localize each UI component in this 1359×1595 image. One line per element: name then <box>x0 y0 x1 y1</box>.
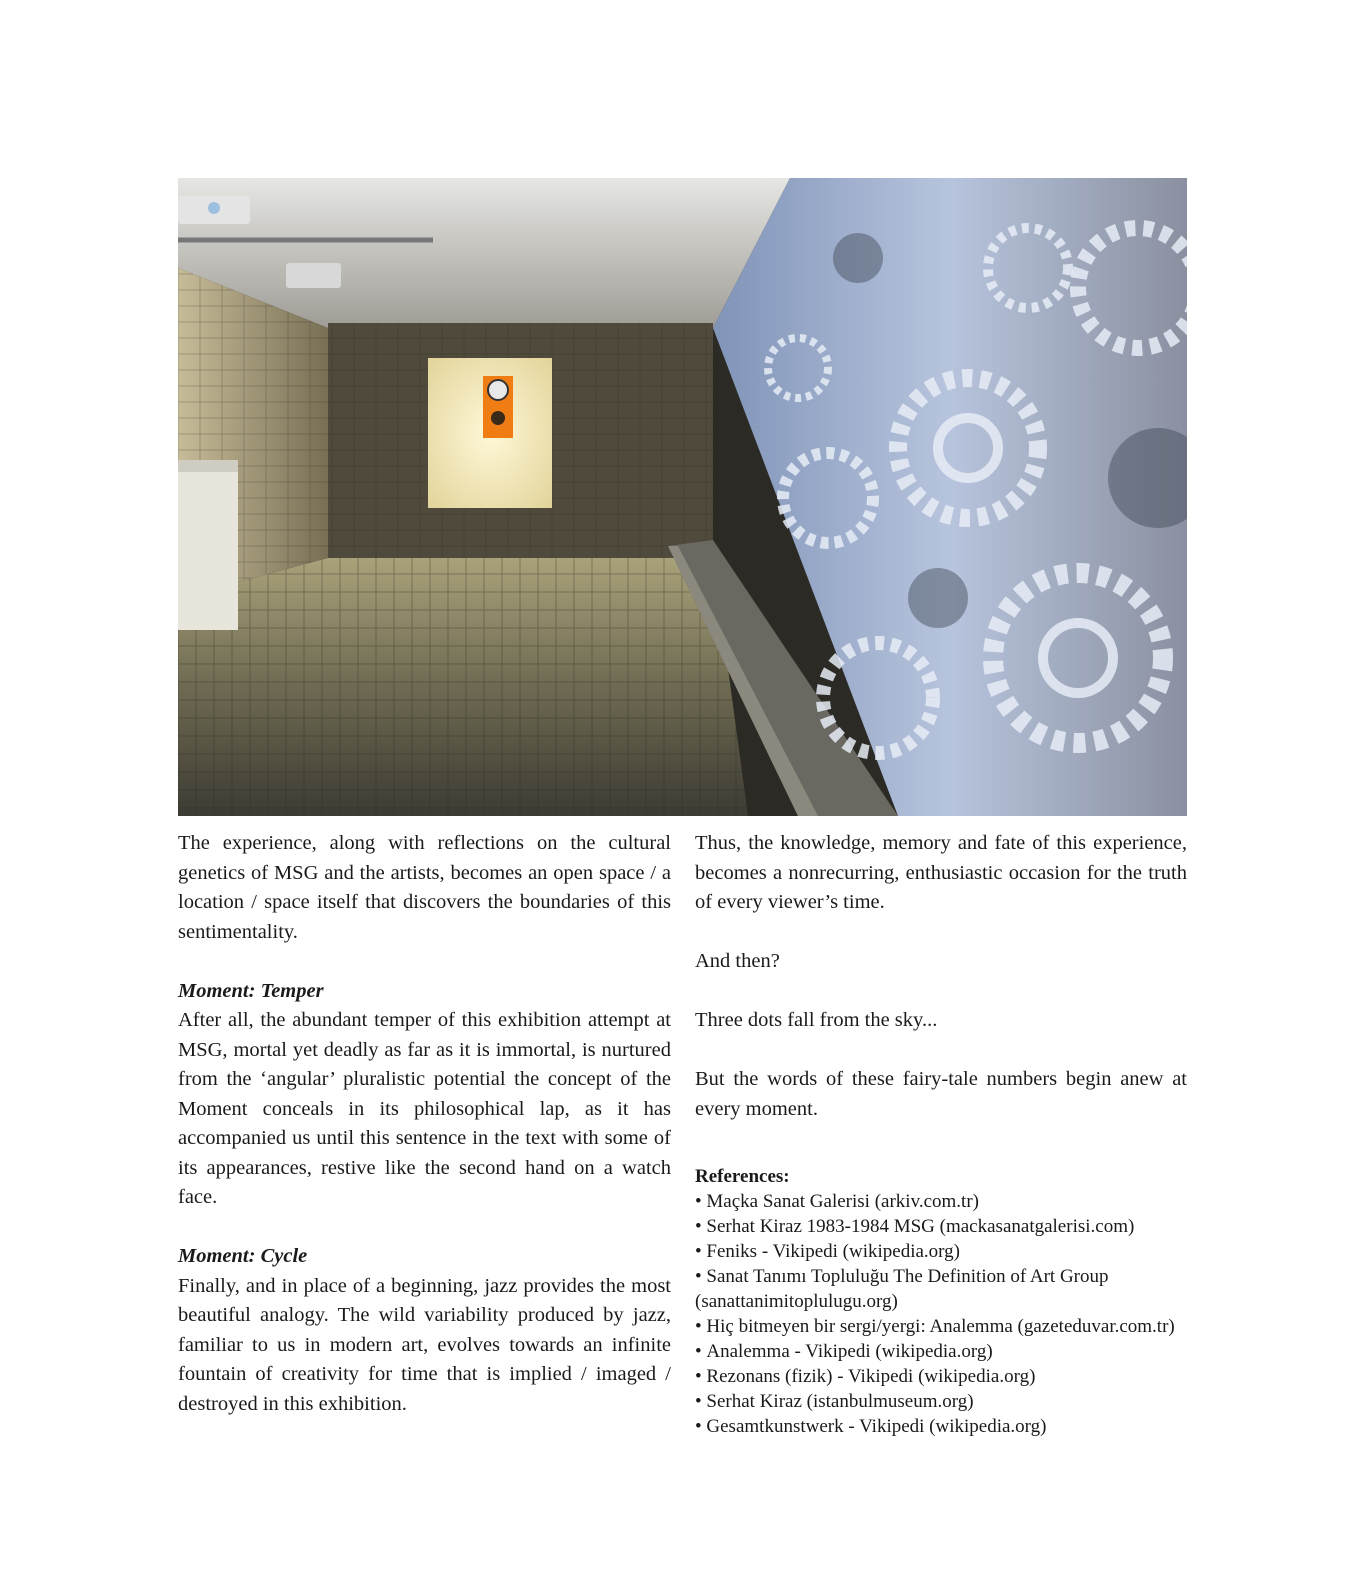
heading-moment-cycle: Moment: Cycle <box>178 1245 308 1267</box>
reference-item: • Serhat Kiraz 1983-1984 MSG (mackasanatgalerisi.com) <box>695 1214 1187 1239</box>
paragraph-moment-cycle: Finally, and in place of a beginning, jazz provides the most beautiful analogy. The wild variability produced by jazz, familiar to us in modern art, evolves towards an infinite fountain of creativity for time that is implied / imaged / destroyed in this exhibition. <box>178 1274 671 1415</box>
spacer <box>178 1213 671 1243</box>
reference-item: • Maçka Sanat Galerisi (arkiv.com.tr) <box>695 1189 1187 1214</box>
references-list <box>695 1189 1187 1439</box>
reference-item: • Serhat Kiraz (istanbulmuseum.org) <box>695 1389 1187 1414</box>
reference-item: • Analemma - Vikipedi (wikipedia.org) <box>695 1339 1187 1364</box>
right-column <box>695 829 1187 1439</box>
paragraph-moment-temper: After all, the abundant temper of this exhibition attempt at MSG, mortal yet deadly as far as it is immortal, is nurtured from the ‘angular’ pluralistic potential the concept of the Moment conceals in its philosophical lap, as it has accompanied us until this sentence in the text with some of its appearances, restive like the second hand on a watch face. <box>178 1009 671 1208</box>
paragraph-three-dots: Three dots fall from the sky... <box>695 1009 938 1031</box>
reference-item: • Sanat Tanımı Topluluğu The Definition of Art Group (sanattanimitoplulugu.org) <box>695 1264 1187 1314</box>
paragraph-fairy-tale: But the words of these fairy-tale numbers begin anew at every moment. <box>695 1068 1187 1120</box>
spacer <box>695 1124 1187 1154</box>
spacer <box>695 1036 1187 1066</box>
heading-moment-temper: Moment: Temper <box>178 979 324 1002</box>
references-title: References: <box>695 1165 790 1187</box>
spacer <box>695 918 1187 948</box>
paragraph-thus: Thus, the knowledge, memory and fate of this experience, becomes a nonrecurring, enthusiastic occasion for the truth of every viewer’s time. <box>695 832 1187 913</box>
reference-item: • Rezonans (fizik) - Vikipedi (wikipedia.org) <box>695 1364 1187 1389</box>
intro-paragraph: The experience, along with reflections on the cultural genetics of MSG and the artists, becomes an open space / a location / space itself that discovers the boundaries of this sentimentality. <box>178 832 671 943</box>
reference-item: • Feniks - Vikipedi (wikipedia.org) <box>695 1239 1187 1264</box>
spacer <box>695 977 1187 1007</box>
exhibition-photo <box>178 178 1187 816</box>
left-column <box>178 829 671 1419</box>
references-section <box>695 1164 1187 1439</box>
reference-item: • Hiç bitmeyen bir sergi/yergi: Analemma (gazeteduvar.com.tr) <box>695 1314 1187 1339</box>
spacer <box>178 947 671 977</box>
paragraph-and-then: And then? <box>695 950 780 972</box>
reference-item: • Gesamtkunstwerk - Vikipedi (wikipedia.org) <box>695 1414 1187 1439</box>
